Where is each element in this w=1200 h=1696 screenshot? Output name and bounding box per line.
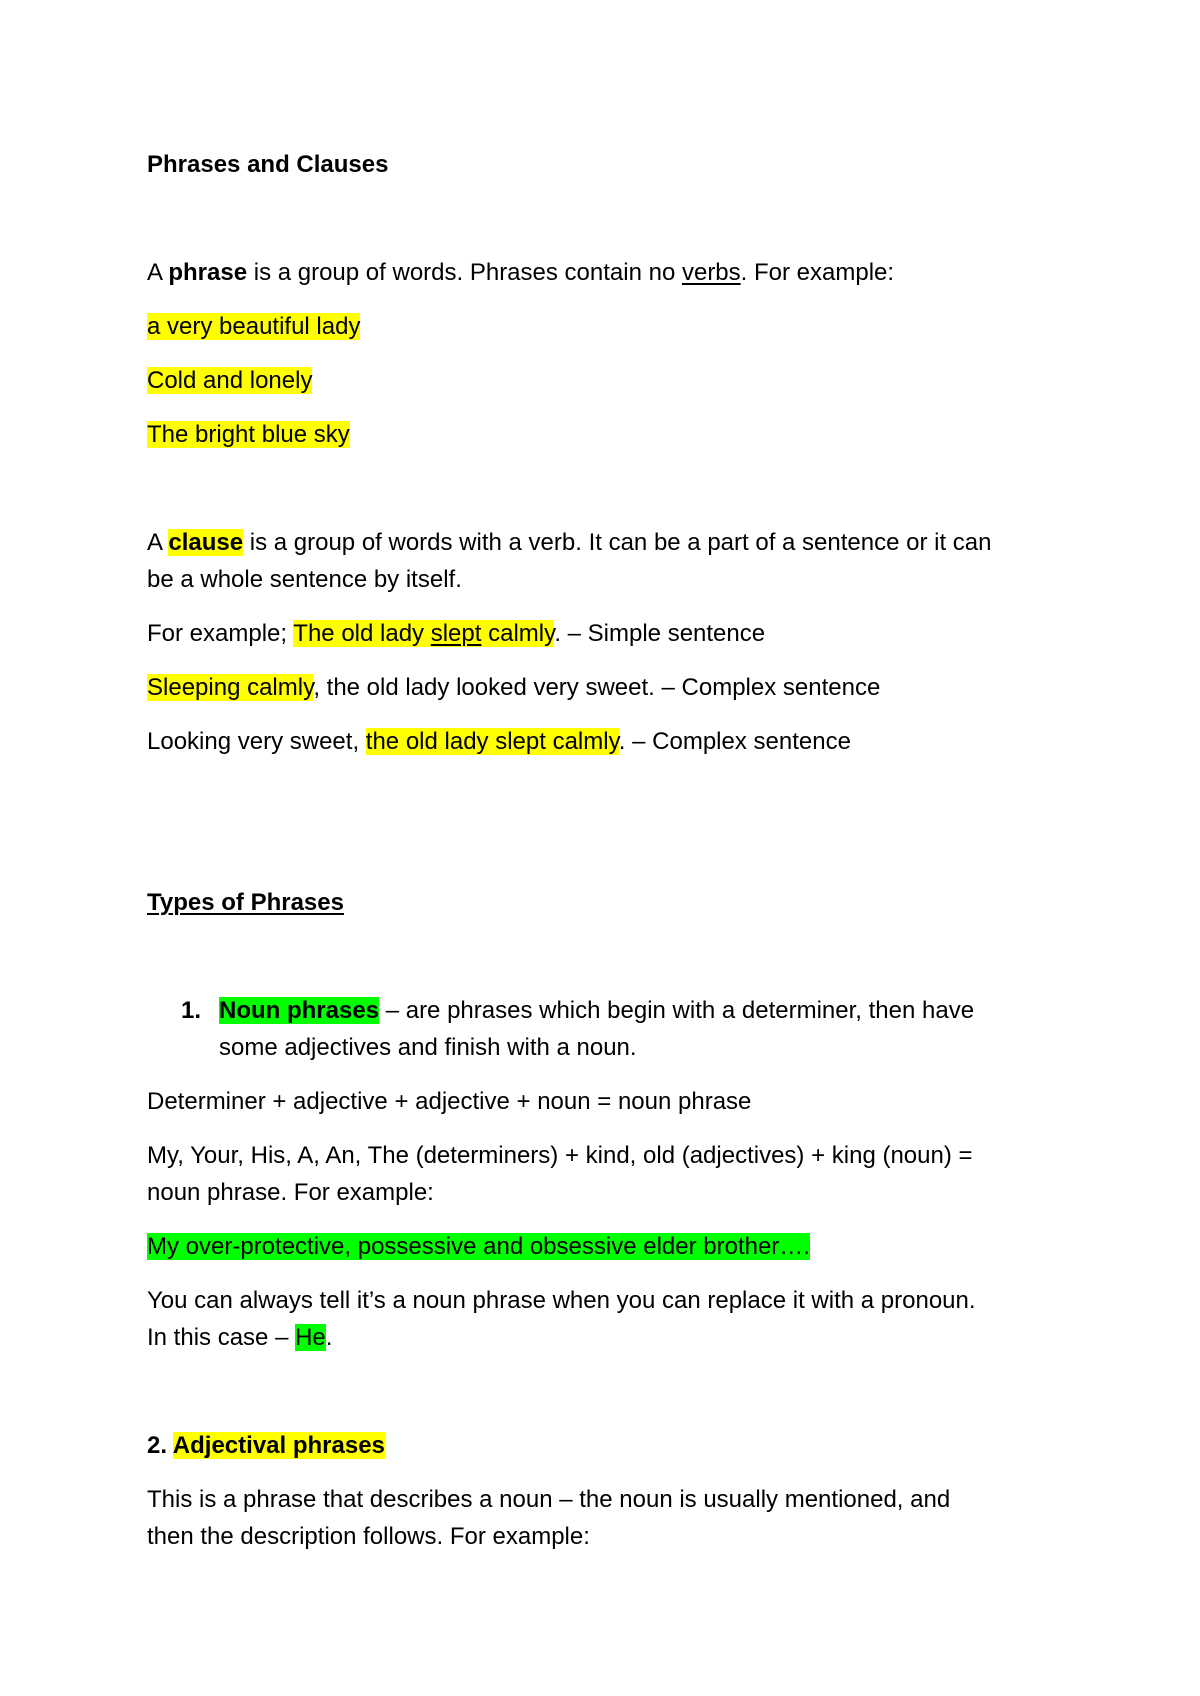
text: Looking very sweet, <box>147 728 366 755</box>
clause-definition-line-2: be a whole sentence by itself. <box>147 566 462 593</box>
phrase-term: phrase <box>168 259 248 286</box>
adjectival-phrases-heading <box>147 1431 385 1461</box>
text: . – Simple sentence <box>554 620 766 647</box>
text: . For example: <box>740 259 895 286</box>
verbs-underlined: verbs <box>681 259 741 286</box>
highlight <box>293 620 554 647</box>
text: is a group of words. Phrases contain no <box>247 259 682 286</box>
highlight: the old lady slept calmly <box>365 728 619 755</box>
phrase-example-3 <box>147 420 350 450</box>
pronoun-note-line-1: You can always tell it’s a noun phrase when you can replace it with a pronoun. <box>147 1287 976 1314</box>
text: The old lady <box>293 620 431 647</box>
adjectival-phrases-term: Adjectival phrases <box>172 1432 385 1459</box>
adjectival-definition-line-1: This is a phrase that describes a noun – the noun is usually mentioned, and <box>147 1486 951 1513</box>
formula-example-line-2: noun phrase. For example: <box>147 1179 434 1206</box>
highlight: He <box>295 1324 326 1351</box>
highlight: Sleeping calmly <box>147 674 314 701</box>
clause-definition-line-1 <box>147 528 991 558</box>
text: A <box>147 529 169 556</box>
formula-example-line-1: My, Your, His, A, An, The (determiners) + kind, old (adjectives) + king (noun) = <box>147 1142 973 1169</box>
clause-example-1 <box>147 619 765 649</box>
noun-phrases-term: Noun phrases <box>219 997 380 1024</box>
page-title: Phrases and Clauses <box>147 151 389 178</box>
types-heading: Types of Phrases <box>147 889 344 916</box>
text: In this case – <box>147 1324 296 1351</box>
text: – are phrases which begin with a determiner, then have <box>379 997 975 1024</box>
text: is a group of words with a verb. It can be a part of a sentence or it can <box>243 529 992 556</box>
clause-term: clause <box>168 529 244 556</box>
phrase-example-1 <box>147 312 360 342</box>
phrase-example-2 <box>147 366 312 396</box>
noun-phrases-line-2: some adjectives and finish with a noun. <box>219 1034 637 1061</box>
text: For example; <box>147 620 294 647</box>
pronoun-note-line-2 <box>147 1323 332 1353</box>
text: . <box>325 1324 333 1351</box>
highlight: Cold and lonely <box>147 367 313 394</box>
highlight: My over-protective, possessive and obsessive elder brother…. <box>147 1233 810 1260</box>
phrase-definition <box>147 258 894 288</box>
highlight: The bright blue sky <box>147 421 350 448</box>
adjectival-definition-line-2: then the description follows. For example: <box>147 1523 590 1550</box>
text: . – Complex sentence <box>618 728 851 755</box>
noun-phrase-example <box>147 1232 810 1262</box>
list-number-1: 1. <box>181 997 202 1024</box>
clause-example-2 <box>147 673 880 703</box>
noun-phrases-line-1 <box>219 996 974 1026</box>
list-number-2: 2. <box>147 1432 173 1459</box>
clause-example-3 <box>147 727 851 757</box>
text: calmly <box>481 620 555 647</box>
text: , the old lady looked very sweet. – Complex sentence <box>313 674 881 701</box>
verb-underlined: slept <box>430 620 482 647</box>
noun-phrase-formula: Determiner + adjective + adjective + noun = noun phrase <box>147 1088 752 1115</box>
text: A <box>147 259 169 286</box>
highlight: a very beautiful lady <box>147 313 361 340</box>
